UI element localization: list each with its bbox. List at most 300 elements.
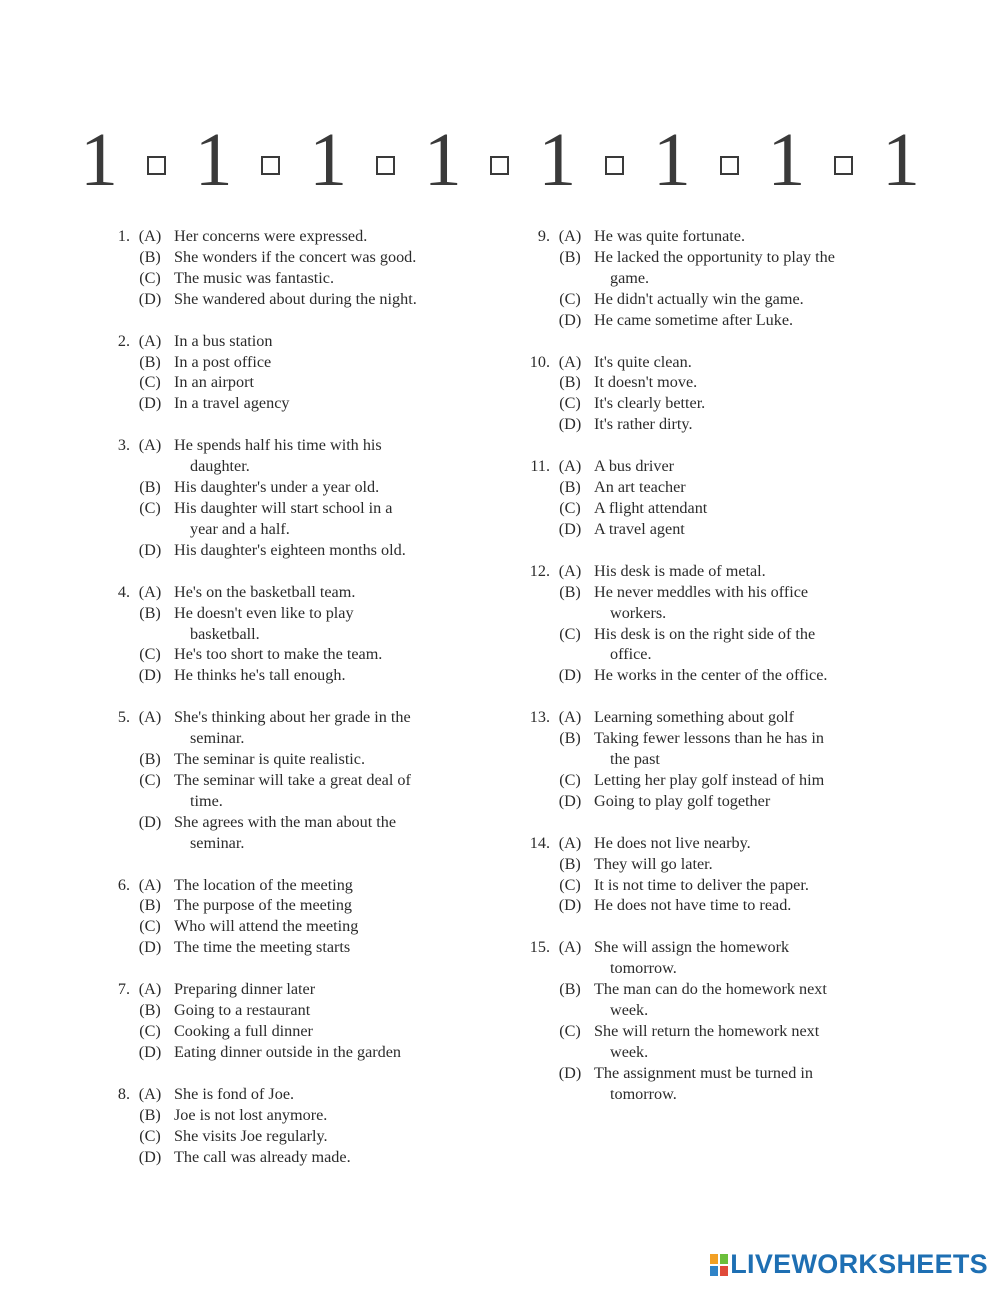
option-line-continued: office. [610, 645, 652, 664]
answer-option [100, 644, 500, 665]
section-number: 1 [881, 118, 920, 202]
question-item [520, 226, 920, 331]
answer-option [520, 895, 920, 916]
question-number: 5. [117, 708, 130, 727]
answer-option [520, 707, 920, 728]
option-line: The location of the meeting [174, 875, 353, 894]
answer-option [520, 352, 920, 373]
option-line: He thinks he's tall enough. [174, 666, 346, 685]
question-item [100, 707, 500, 853]
option-letter: (B) [559, 247, 581, 266]
question-number: 8. [117, 1084, 130, 1103]
option-text [170, 331, 500, 352]
option-letter: (A) [138, 980, 162, 999]
option-line: It is not time to deliver the paper. [594, 875, 809, 894]
option-letter: (C) [139, 498, 161, 517]
option-text [590, 414, 920, 435]
answer-option [100, 1105, 500, 1126]
option-letter: (B) [559, 478, 581, 497]
answer-option [100, 1147, 500, 1168]
question-item [520, 561, 920, 686]
answer-option [100, 603, 500, 645]
answer-option [520, 624, 920, 666]
option-letter: (D) [138, 394, 162, 413]
option-text [170, 916, 500, 937]
answer-option [100, 937, 500, 958]
option-text [170, 268, 500, 289]
option-line: He was quite fortunate. [594, 227, 746, 245]
option-line-continued: seminar. [190, 729, 245, 748]
option-letter: (D) [558, 310, 582, 329]
option-line: Preparing dinner later [174, 980, 316, 999]
square-box-icon [261, 156, 280, 175]
section-header [80, 120, 920, 200]
option-line: Taking fewer lessons than he has in [594, 729, 824, 748]
option-line: Going to play golf together [594, 791, 771, 810]
answer-option [100, 665, 500, 686]
section-number: 1 [767, 118, 806, 202]
option-line: His daughter's under a year old. [174, 478, 380, 497]
answer-option [520, 561, 920, 582]
section-number: 1 [309, 118, 348, 202]
option-letter: (A) [138, 1084, 162, 1103]
option-line: The purpose of the meeting [174, 896, 353, 915]
option-text [170, 1021, 500, 1042]
option-text [590, 937, 920, 979]
option-letter: (B) [139, 1001, 161, 1020]
option-text [590, 854, 920, 875]
option-text [590, 226, 920, 247]
option-text [170, 1126, 500, 1147]
option-line: He works in the center of the office. [594, 666, 828, 685]
section-number: 1 [538, 118, 577, 202]
option-text [590, 895, 920, 916]
option-text [170, 498, 500, 540]
option-line: In a post office [174, 352, 272, 371]
option-text [590, 791, 920, 812]
option-text [590, 393, 920, 414]
square-box-icon [605, 156, 624, 175]
option-letter: (A) [138, 227, 162, 245]
option-letter: (A) [138, 875, 162, 894]
option-line: A bus driver [594, 457, 675, 476]
option-line: Going to a restaurant [174, 1001, 311, 1020]
option-text [170, 937, 500, 958]
option-text [590, 372, 920, 393]
answer-option [100, 498, 500, 540]
question-item [100, 875, 500, 959]
option-text [590, 310, 920, 331]
option-text [590, 247, 920, 289]
option-letter: (A) [558, 833, 582, 852]
answer-option [100, 1126, 500, 1147]
option-text [590, 1021, 920, 1063]
option-line: The call was already made. [174, 1147, 351, 1166]
option-letter: (A) [138, 582, 162, 601]
question-number: 4. [117, 582, 130, 601]
option-line: He came sometime after Luke. [594, 310, 794, 329]
answer-option [520, 372, 920, 393]
answer-option [520, 414, 920, 435]
answer-option [100, 247, 500, 268]
square-box-icon [376, 156, 395, 175]
option-text [170, 393, 500, 414]
option-line: The seminar will take a great deal of [174, 770, 411, 789]
option-line-continued: seminar. [190, 833, 245, 852]
option-line: Eating dinner outside in the garden [174, 1042, 402, 1061]
option-letter: (D) [558, 791, 582, 810]
logo-text: LIVEWORKSHEETS [730, 1249, 988, 1279]
option-text [590, 665, 920, 686]
option-text [590, 456, 920, 477]
question-number: 7. [117, 980, 130, 999]
questions-right-column [520, 226, 920, 1126]
option-line-continued: the past [610, 750, 660, 769]
square-box-icon [147, 156, 166, 175]
option-letter: (A) [558, 561, 582, 580]
option-line: The music was fantastic. [174, 268, 335, 287]
option-letter: (D) [138, 666, 162, 685]
answer-option [100, 707, 500, 749]
answer-option [520, 1063, 920, 1105]
answer-option [520, 1021, 920, 1063]
option-text [590, 519, 920, 540]
answer-option [520, 875, 920, 896]
option-line: He does not have time to read. [594, 896, 792, 915]
option-letter: (C) [139, 268, 161, 287]
square-box-icon [720, 156, 739, 175]
question-number: 12. [529, 561, 550, 580]
answer-option [520, 310, 920, 331]
answer-option [520, 979, 920, 1021]
option-line: A flight attendant [594, 498, 708, 517]
answer-option [520, 728, 920, 770]
option-letter: (D) [138, 938, 162, 957]
option-line-continued: daughter. [190, 457, 250, 476]
answer-option [100, 582, 500, 603]
option-line: It doesn't move. [594, 373, 698, 392]
option-letter: (D) [138, 812, 162, 831]
question-item [100, 331, 500, 415]
option-line-continued: week. [610, 1001, 649, 1020]
answer-option [520, 791, 920, 812]
option-text [170, 289, 500, 310]
option-text [170, 1084, 500, 1105]
option-line-continued: basketball. [190, 624, 260, 643]
option-text [170, 540, 500, 561]
option-line: His desk is on the right side of the [594, 624, 816, 643]
option-line: It's rather dirty. [594, 415, 693, 434]
option-letter: (A) [558, 457, 582, 476]
option-text [590, 833, 920, 854]
option-line: She is fond of Joe. [174, 1084, 295, 1103]
answer-option [100, 372, 500, 393]
option-letter: (C) [139, 1126, 161, 1145]
answer-option [520, 477, 920, 498]
option-text [170, 372, 500, 393]
option-line: She wandered about during the night. [174, 289, 417, 308]
option-letter: (C) [559, 875, 581, 894]
questions-left-column [100, 226, 500, 1188]
option-letter: (C) [139, 917, 161, 936]
option-text [590, 498, 920, 519]
option-letter: (C) [559, 1022, 581, 1040]
answer-option [100, 226, 500, 247]
option-line: His daughter will start school in a [174, 498, 393, 517]
answer-option [100, 1000, 500, 1021]
option-line: His desk is made of metal. [594, 561, 766, 580]
answer-option [100, 770, 500, 812]
option-letter: (B) [139, 896, 161, 915]
option-text [590, 289, 920, 310]
option-line: Learning something about golf [594, 708, 795, 727]
question-item [520, 456, 920, 540]
option-line: She's thinking about her grade in the [174, 708, 411, 727]
option-line: His daughter's eighteen months old. [174, 540, 406, 559]
option-letter: (A) [138, 331, 162, 350]
option-letter: (A) [138, 436, 162, 455]
option-text [590, 770, 920, 791]
option-letter: (D) [138, 1042, 162, 1061]
question-item [100, 435, 500, 560]
option-line-continued: game. [610, 268, 650, 287]
option-line: Cooking a full dinner [174, 1022, 313, 1040]
option-line-continued: workers. [610, 603, 667, 622]
option-line: An art teacher [594, 478, 686, 497]
option-text [170, 875, 500, 896]
option-text [170, 1042, 500, 1063]
option-letter: (B) [559, 729, 581, 748]
answer-option [100, 875, 500, 896]
option-line: Joe is not lost anymore. [174, 1105, 328, 1124]
option-text [170, 582, 500, 603]
question-number: 9. [537, 227, 550, 245]
answer-option [100, 540, 500, 561]
option-letter: (A) [138, 708, 162, 727]
square-box-icon [490, 156, 509, 175]
answer-option [100, 477, 500, 498]
option-letter: (A) [558, 227, 582, 245]
liveworksheets-logo [710, 1249, 988, 1280]
option-text [170, 644, 500, 665]
option-text [590, 624, 920, 666]
answer-option [100, 749, 500, 770]
option-letter: (D) [138, 540, 162, 559]
option-letter: (D) [558, 415, 582, 434]
option-letter: (C) [139, 1022, 161, 1040]
question-number: 13. [529, 708, 550, 727]
option-text [590, 875, 920, 896]
answer-option [520, 582, 920, 624]
option-letter: (B) [139, 247, 161, 266]
option-line: He lacked the opportunity to play the [594, 247, 835, 266]
option-letter: (A) [558, 352, 582, 371]
option-letter: (B) [559, 854, 581, 873]
question-number: 1. [117, 227, 130, 245]
question-number: 2. [117, 331, 130, 350]
answer-option [100, 1042, 500, 1063]
option-text [170, 770, 500, 812]
option-line: It's quite clean. [594, 352, 692, 371]
option-line: He's too short to make the team. [174, 645, 383, 664]
option-text [590, 707, 920, 728]
question-number: 10. [529, 352, 550, 371]
answer-option [520, 665, 920, 686]
answer-option [520, 519, 920, 540]
option-line: She visits Joe regularly. [174, 1126, 328, 1145]
answer-option [520, 498, 920, 519]
answer-option [520, 247, 920, 289]
answer-option [100, 1021, 500, 1042]
option-line: It's clearly better. [594, 394, 706, 413]
option-letter: (C) [559, 770, 581, 789]
option-line: He doesn't even like to play [174, 603, 354, 622]
question-item [100, 979, 500, 1063]
question-number: 3. [117, 436, 130, 455]
option-line: The time the meeting starts [174, 938, 351, 957]
answer-option [100, 393, 500, 414]
question-number: 11. [530, 457, 550, 476]
option-text [170, 812, 500, 854]
option-letter: (C) [559, 394, 581, 413]
option-line: He's on the basketball team. [174, 582, 356, 601]
option-text [590, 582, 920, 624]
option-letter: (B) [559, 980, 581, 999]
option-text [170, 749, 500, 770]
option-line: The seminar is quite realistic. [174, 750, 366, 769]
option-line: He spends half his time with his [174, 436, 382, 455]
option-text [170, 352, 500, 373]
answer-option [520, 833, 920, 854]
question-item [100, 582, 500, 687]
answer-option [100, 435, 500, 477]
option-text [590, 477, 920, 498]
option-line: The assignment must be turned in [594, 1063, 813, 1082]
option-letter: (C) [139, 373, 161, 392]
option-text [170, 707, 500, 749]
option-letter: (D) [138, 289, 162, 308]
option-text [170, 1105, 500, 1126]
option-line: She will assign the homework [594, 938, 790, 957]
option-letter: (C) [559, 498, 581, 517]
option-line-continued: tomorrow. [610, 1084, 677, 1103]
section-number: 1 [423, 118, 462, 202]
answer-option [100, 979, 500, 1000]
option-line-continued: time. [190, 791, 223, 810]
option-letter: (A) [558, 938, 582, 957]
option-line: In a travel agency [174, 394, 290, 413]
option-line: A travel agent [594, 519, 685, 538]
answer-option [100, 1084, 500, 1105]
option-line: They will go later. [594, 854, 713, 873]
question-item [520, 352, 920, 436]
answer-option [100, 331, 500, 352]
section-number: 1 [80, 118, 118, 202]
option-letter: (B) [139, 603, 161, 622]
option-line: Her concerns were expressed. [174, 227, 368, 245]
question-number: 15. [529, 938, 550, 957]
answer-option [520, 456, 920, 477]
answer-option [100, 895, 500, 916]
option-text [590, 728, 920, 770]
option-text [170, 477, 500, 498]
option-letter: (C) [139, 770, 161, 789]
option-line: He never meddles with his office [594, 582, 809, 601]
option-letter: (C) [559, 624, 581, 643]
answer-option [100, 352, 500, 373]
option-text [590, 1063, 920, 1105]
answer-option [520, 226, 920, 247]
section-number: 1 [194, 118, 233, 202]
option-letter: (D) [138, 1147, 162, 1166]
option-line: The man can do the homework next [594, 980, 827, 999]
question-item [520, 937, 920, 1104]
square-box-icon [834, 156, 853, 175]
option-letter: (C) [139, 645, 161, 664]
option-letter: (D) [558, 519, 582, 538]
option-letter: (B) [139, 352, 161, 371]
option-line: Letting her play golf instead of him [594, 770, 825, 789]
option-text [170, 1147, 500, 1168]
option-line: Who will attend the meeting [174, 917, 359, 936]
option-letter: (B) [139, 478, 161, 497]
option-letter: (A) [558, 708, 582, 727]
question-item [100, 226, 500, 310]
answer-option [100, 268, 500, 289]
option-line-continued: tomorrow. [610, 959, 677, 978]
option-text [590, 352, 920, 373]
option-text [170, 226, 500, 247]
option-letter: (B) [559, 582, 581, 601]
option-line: He does not live nearby. [594, 833, 751, 852]
answer-option [100, 289, 500, 310]
answer-option [520, 770, 920, 791]
option-letter: (B) [559, 373, 581, 392]
option-text [170, 1000, 500, 1021]
option-text [170, 895, 500, 916]
option-line: She agrees with the man about the [174, 812, 397, 831]
option-text [170, 247, 500, 268]
answer-option [520, 289, 920, 310]
option-line: She will return the homework next [594, 1022, 820, 1040]
option-letter: (D) [558, 896, 582, 915]
question-number: 14. [529, 833, 550, 852]
option-line-continued: week. [610, 1042, 649, 1061]
question-item [520, 707, 920, 812]
option-line: In an airport [174, 373, 255, 392]
option-letter: (B) [139, 750, 161, 769]
logo-mark-icon [710, 1254, 728, 1276]
option-text [170, 979, 500, 1000]
question-item [100, 1084, 500, 1168]
option-line: He didn't actually win the game. [594, 289, 804, 308]
option-text [590, 979, 920, 1021]
option-line: In a bus station [174, 331, 273, 350]
answer-option [520, 937, 920, 979]
question-number: 6. [117, 875, 130, 894]
answer-option [100, 916, 500, 937]
option-letter: (D) [558, 1063, 582, 1082]
option-text [590, 561, 920, 582]
option-text [170, 435, 500, 477]
option-line-continued: year and a half. [190, 519, 290, 538]
answer-option [100, 812, 500, 854]
option-letter: (B) [139, 1105, 161, 1124]
option-line: She wonders if the concert was good. [174, 247, 417, 266]
answer-option [520, 854, 920, 875]
option-text [170, 603, 500, 645]
option-letter: (C) [559, 289, 581, 308]
